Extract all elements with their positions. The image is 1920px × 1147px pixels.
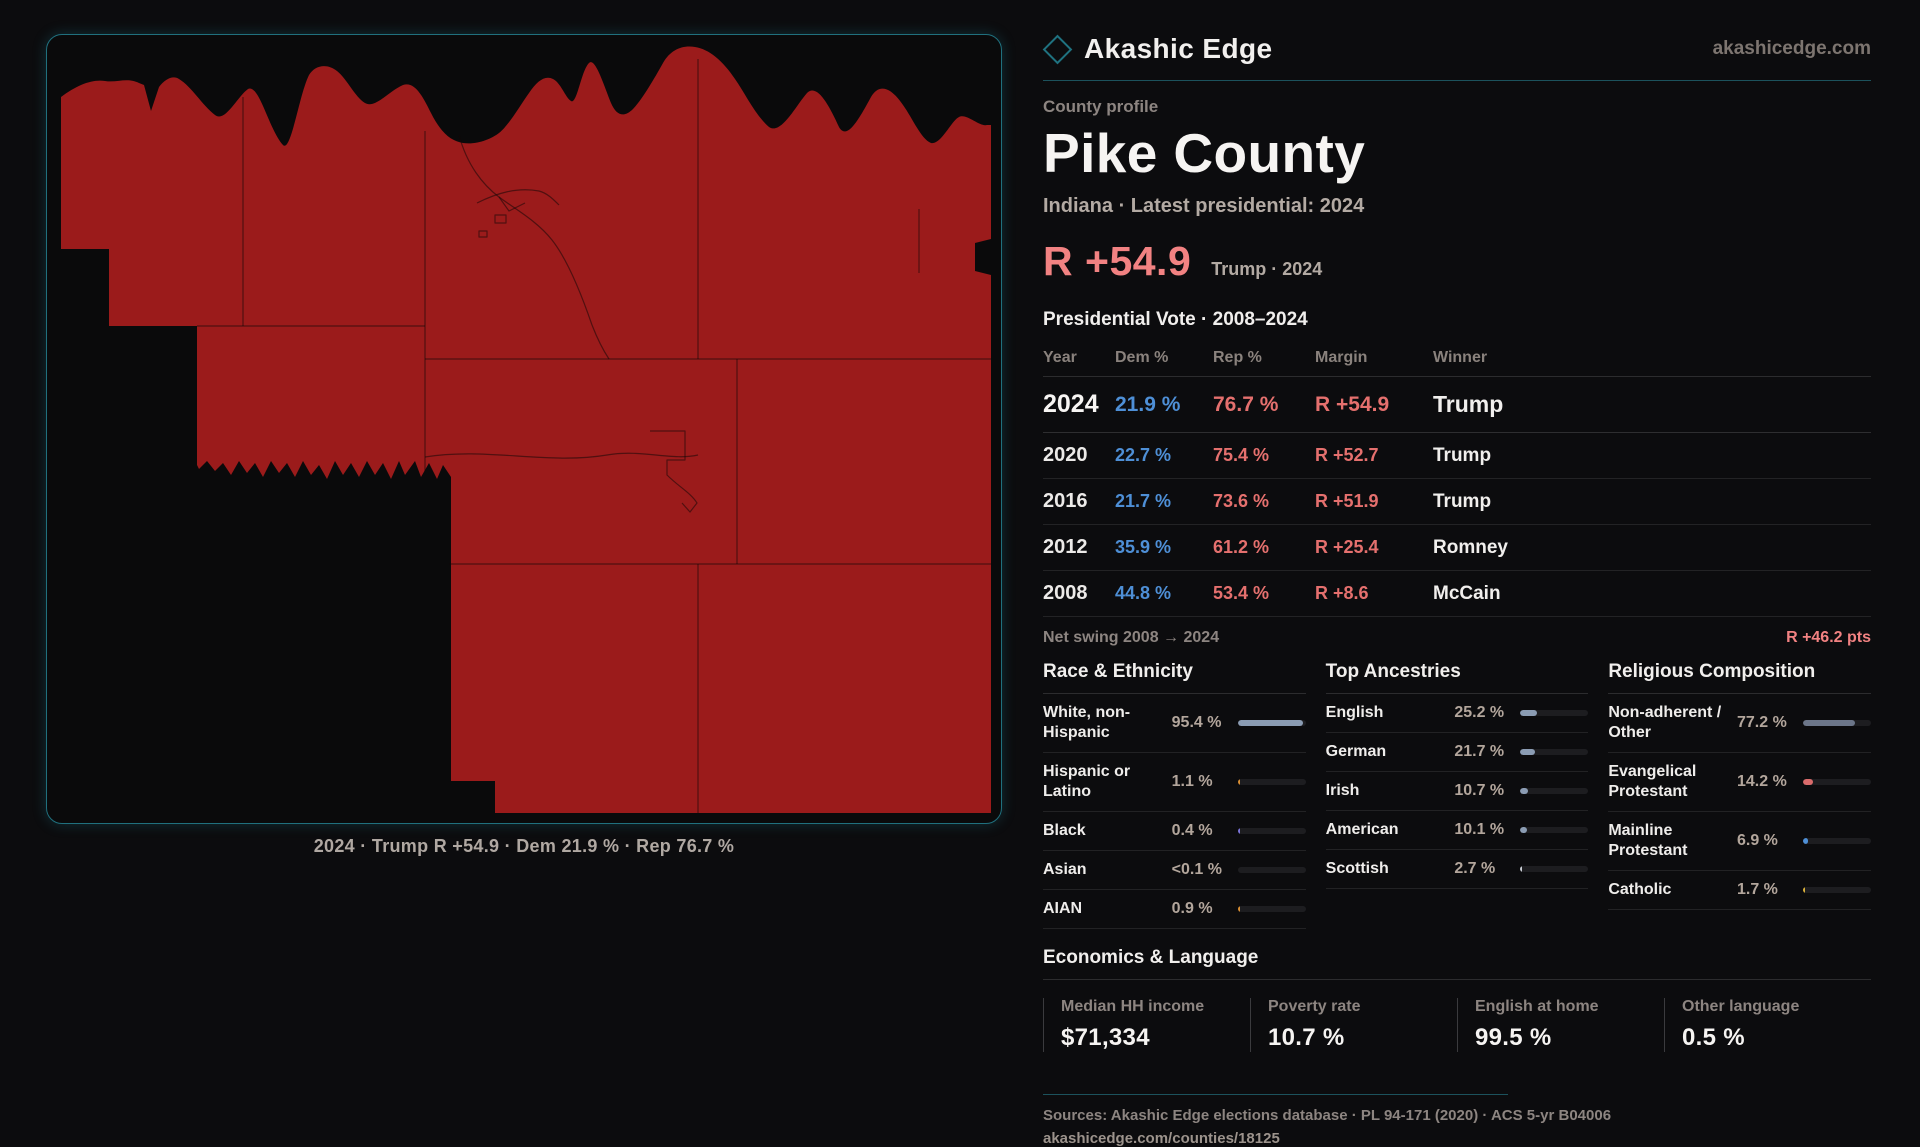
demo-value: 0.9 % [1171, 900, 1213, 917]
cell-winner: Trump [1433, 490, 1492, 512]
demo-bar-fill [1520, 827, 1527, 833]
demo-bar-track [1520, 710, 1588, 716]
demo-bar-track [1520, 827, 1588, 833]
table-row [1043, 525, 1871, 571]
demo-bar-track [1803, 779, 1871, 785]
cell-year: 2008 [1043, 582, 1088, 604]
demo-bar-track [1520, 749, 1588, 755]
list-item [1326, 811, 1589, 850]
cell-winner: McCain [1433, 582, 1501, 604]
cell-year: 2024 [1043, 390, 1099, 418]
demo-label: Scottish [1325, 860, 1389, 877]
demo-bar-fill [1803, 779, 1813, 785]
cell-winner: Romney [1433, 536, 1508, 558]
county-map-panel [46, 34, 1002, 824]
margin-note: Trump · 2024 [1211, 259, 1323, 279]
table-row [1043, 479, 1871, 525]
brand-domain: akashicedge.com [1712, 38, 1871, 59]
demo-value: 10.7 % [1454, 782, 1505, 799]
cell-rep: 76.7 % [1213, 392, 1279, 416]
cell-year: 2020 [1043, 444, 1088, 466]
stat-label: English at home [1475, 998, 1599, 1015]
demo-bar-track [1520, 866, 1588, 872]
demo-value: 6.9 % [1736, 832, 1778, 849]
demo-bar-track [1803, 838, 1871, 844]
demo-bar-fill [1238, 720, 1303, 726]
demo-bar-track [1238, 720, 1306, 726]
cell-margin: R +52.7 [1315, 445, 1379, 465]
demographics-grid [1043, 661, 1871, 929]
cell-winner: Trump [1433, 444, 1492, 466]
demo-label: Catholic [1608, 881, 1672, 898]
net-swing-label: Net swing 2008 → 2024 [1043, 629, 1220, 646]
demo-bar-fill [1238, 906, 1240, 912]
header-divider [1043, 80, 1871, 81]
demo-value: 2.7 % [1454, 860, 1496, 877]
demo-value: <0.1 % [1171, 861, 1222, 878]
table-row [1043, 377, 1871, 433]
stat-tile [1457, 998, 1664, 1052]
demo-bar-fill [1238, 779, 1240, 785]
page-subtitle: Indiana · Latest presidential: 2024 [1043, 195, 1365, 217]
map-caption: 2024 · Trump R +54.9 · Dem 21.9 % · Rep 76.7 % [313, 836, 735, 856]
list-item [1608, 753, 1871, 812]
demo-value: 77.2 % [1736, 714, 1787, 731]
demo-value: 95.4 % [1171, 714, 1222, 731]
cell-margin: R +51.9 [1315, 491, 1379, 511]
vote-table [1043, 343, 1871, 647]
cell-dem: 35.9 % [1115, 537, 1172, 557]
cell-rep: 61.2 % [1213, 537, 1270, 557]
demo-column-ancestries [1326, 661, 1589, 929]
latest-margin [1043, 238, 1871, 285]
demo-column-title: Top Ancestries [1326, 661, 1589, 694]
demo-bar-track [1520, 788, 1588, 794]
cell-dem: 44.8 % [1115, 583, 1172, 603]
stat-value: 0.5 % [1682, 1024, 1745, 1051]
cell-rep: 73.6 % [1213, 491, 1270, 511]
demo-label: Asian [1043, 861, 1087, 878]
cell-rep: 53.4 % [1213, 583, 1270, 603]
list-item [1326, 772, 1589, 811]
list-item [1326, 694, 1589, 733]
cell-dem: 22.7 % [1115, 445, 1172, 465]
demo-value: 0.4 % [1171, 822, 1213, 839]
cell-dem: 21.9 % [1115, 392, 1181, 416]
list-item [1608, 871, 1871, 910]
net-swing-value: R +46.2 pts [1786, 629, 1871, 646]
cell-winner: Trump [1433, 391, 1504, 417]
col-rep: Rep % [1213, 349, 1262, 366]
stat-value: 10.7 % [1268, 1024, 1345, 1051]
list-item [1608, 694, 1871, 753]
demo-bar-track [1803, 720, 1871, 726]
demo-bar-fill [1803, 838, 1808, 844]
stat-label: Median HH income [1061, 998, 1205, 1015]
sources-text: Sources: Akashic Edge elections database · PL 94-171 (2020) · ACS 5-yr B04006 [1043, 1107, 1612, 1124]
site-header [1043, 28, 1871, 70]
list-item [1326, 850, 1589, 889]
demo-bar-track [1238, 906, 1306, 912]
list-item [1043, 851, 1306, 890]
cell-year: 2016 [1043, 490, 1088, 512]
list-item [1043, 694, 1306, 753]
demo-bar-track [1238, 779, 1306, 785]
stat-label: Other language [1682, 998, 1800, 1015]
demo-bar-fill [1520, 788, 1527, 794]
demo-label: Non-adherent / Other [1608, 704, 1722, 741]
cell-year: 2012 [1043, 536, 1088, 558]
stat-tile [1664, 998, 1871, 1052]
demo-column-race [1043, 661, 1306, 929]
demo-value: 1.7 % [1736, 881, 1778, 898]
cell-margin: R +25.4 [1315, 537, 1379, 557]
list-item [1043, 890, 1306, 929]
demo-bar-fill [1520, 710, 1537, 716]
demo-label: AIAN [1043, 900, 1083, 917]
stat-value: 99.5 % [1475, 1024, 1552, 1051]
cell-dem: 21.7 % [1115, 491, 1172, 511]
stat-label: Poverty rate [1268, 998, 1361, 1015]
demo-column-religion [1608, 661, 1871, 929]
table-row [1043, 571, 1871, 617]
cell-margin: R +54.9 [1315, 392, 1390, 416]
col-dem: Dem % [1115, 349, 1169, 366]
economics-stats [1043, 998, 1871, 1052]
vote-table-header [1043, 343, 1871, 377]
stat-tile [1043, 998, 1250, 1052]
cell-margin: R +8.6 [1315, 583, 1369, 603]
net-swing-row [1043, 617, 1871, 647]
demo-label: German [1325, 743, 1387, 760]
page-title: Pike County [1043, 122, 1366, 184]
economics-title: Economics & Language [1043, 947, 1871, 980]
stat-tile [1250, 998, 1457, 1052]
demo-label: White, non-Hispanic [1043, 704, 1131, 741]
demo-bar-fill [1520, 866, 1522, 872]
demo-bar-fill [1803, 887, 1805, 893]
demo-label: Black [1043, 822, 1086, 839]
demo-value: 1.1 % [1171, 773, 1213, 790]
eyebrow-label: County profile [1043, 97, 1159, 116]
demo-column-title: Race & Ethnicity [1043, 661, 1306, 694]
demo-bar-track [1803, 887, 1871, 893]
table-row [1043, 433, 1871, 479]
vote-table-title: Presidential Vote · 2008–2024 [1043, 309, 1308, 330]
footer-divider [1043, 1094, 1508, 1095]
brand-name: Akashic Edge [1084, 33, 1273, 64]
demo-value: 10.1 % [1454, 821, 1505, 838]
county-shape [61, 47, 991, 813]
list-item [1043, 812, 1306, 851]
list-item [1043, 753, 1306, 812]
demo-column-title: Religious Composition [1608, 661, 1871, 694]
demo-bar-track [1238, 867, 1306, 873]
demo-label: Irish [1325, 782, 1360, 799]
county-url: akashicedge.com/counties/18125 [1043, 1130, 1280, 1147]
demo-bar-fill [1238, 828, 1240, 834]
demo-label: English [1325, 704, 1384, 721]
brand [1043, 33, 1272, 65]
list-item [1326, 733, 1589, 772]
demo-bar-fill [1520, 749, 1535, 755]
county-profile-panel [1043, 28, 1871, 1147]
demo-label: Evangelical Protestant [1608, 763, 1697, 800]
demo-value: 21.7 % [1454, 743, 1505, 760]
demo-label: American [1325, 821, 1399, 838]
demo-value: 14.2 % [1736, 773, 1787, 790]
col-margin: Margin [1315, 349, 1368, 366]
list-item [1608, 812, 1871, 871]
diamond-logo-icon [1043, 34, 1073, 64]
demo-value: 25.2 % [1454, 704, 1505, 721]
col-year: Year [1043, 349, 1077, 366]
cell-rep: 75.4 % [1213, 445, 1270, 465]
vote-table-body [1043, 377, 1871, 617]
margin-value: R +54.9 [1043, 238, 1192, 284]
demo-label: Hispanic or Latino [1043, 763, 1131, 800]
demo-label: Mainline Protestant [1608, 822, 1688, 859]
stat-value: $71,334 [1061, 1024, 1150, 1051]
col-winner: Winner [1433, 349, 1488, 366]
demo-bar-fill [1803, 720, 1855, 726]
county-map [47, 35, 1002, 824]
demo-bar-track [1238, 828, 1306, 834]
